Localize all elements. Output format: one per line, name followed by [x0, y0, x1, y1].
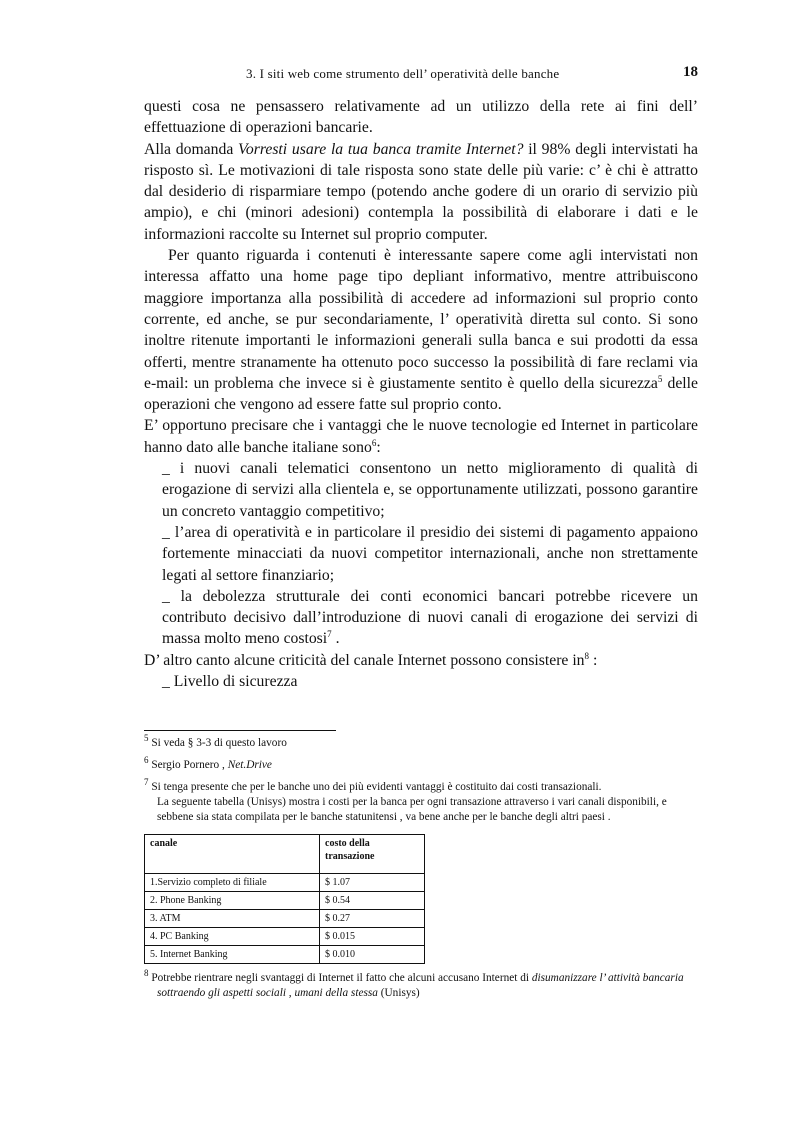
footnote-8-number: 8: [144, 968, 149, 979]
table-row: [145, 910, 425, 928]
footnote-divider: [144, 730, 336, 731]
paragraph-5: [144, 650, 698, 671]
table-cell-cost: $ 0.54: [320, 892, 425, 910]
paragraph-5-rest: :: [589, 651, 598, 669]
table-row: [145, 874, 425, 892]
paragraph-4-rest: :: [376, 438, 381, 456]
survey-question: Vorresti usare la tua banca tramite Internet?: [238, 140, 524, 158]
bullet-item-1: _ i nuovi canali telematici consentono un netto miglioramento di qualità di erogazione di servizi alla clientela e, se opportunamente utilizzati, possono garantire un concreto vantaggio competitivo;: [162, 460, 698, 520]
table-cell-channel: 4. PC Banking: [145, 928, 320, 946]
bullet-item-3: [144, 586, 698, 650]
footnote-7: [144, 777, 704, 964]
footnote-ref-5: 5: [657, 373, 663, 384]
running-header: [146, 62, 698, 84]
table-cell-cost: $ 0.27: [320, 910, 425, 928]
footnote-5: [144, 733, 704, 751]
footnote-8-text: Potrebbe rientrare negli svantaggi di Internet il fatto che alcuni accusano Internet di: [148, 972, 532, 984]
table-cell-cost: $ 1.07: [320, 874, 425, 892]
column-header-channel: canale: [145, 835, 320, 874]
transaction-cost-table: [144, 834, 425, 964]
table-row: [145, 928, 425, 946]
footnote-6-text: Sergio Pornero ,: [148, 759, 228, 771]
paragraph-2-rest: il 98% degli intervistati ha risposto sì. Le motivazioni di tale risposta sono state delle più varie: c’ è chi è attratto dal desiderio di risparmiare tempo (potendo anche godere di un orario di servizio più ampio), e chi (minori adesioni) contempla la possibilità di elaborare i dati e le informazioni raccolte su Internet sul proprio computer.: [144, 140, 698, 243]
table-header-row: [145, 835, 425, 874]
footnote-7-line-1: Si tenga presente che per le banche uno dei più evidenti vantaggi è costituito dai costi transazionali.: [148, 781, 602, 793]
footnote-5-number: 5: [144, 733, 149, 744]
bullet-item-4: _ Livello di sicurezza: [162, 673, 298, 691]
paragraph-5-lead: D’ altro canto alcune criticità del canale Internet possono consistere in: [144, 651, 585, 669]
bullet-item-2: _ l’area di operatività e in particolare il presidio dei sistemi di pagamento appaiono fortemente minacciati da nuovi competitor internazionali, anche non strettamente legati al settore finanziario;: [162, 523, 698, 584]
footnote-6: [144, 755, 704, 773]
footnote-8-source: (Unisys): [377, 987, 420, 999]
table-cell-channel: 1.Servizio completo di filiale: [145, 874, 320, 892]
table-cell-channel: 5. Internet Banking: [145, 946, 320, 964]
paragraph-3-rest: delle operazioni che vengono ad essere fatte sul proprio conto.: [144, 374, 698, 414]
table-cell-channel: 3. ATM: [145, 910, 320, 928]
footnote-6-number: 6: [144, 755, 149, 766]
paragraph-1: questi cosa ne pensassero relativamente ad un utilizzo della rete ai fini dell’ effettuazione di operazioni bancarie.: [144, 98, 698, 137]
footnote-8: [144, 968, 704, 1001]
footnote-8-quote: disumanizzare l’ attività bancaria sottraendo gli aspetti sociali , umani della stessa: [157, 972, 684, 999]
table-row: [145, 946, 425, 964]
paragraph-3: [144, 245, 698, 415]
footnote-7-number: 7: [144, 777, 149, 788]
paragraph-2-lead: Alla domanda: [144, 140, 239, 158]
table-cell-cost: $ 0.015: [320, 928, 425, 946]
footnote-8-body: [144, 968, 704, 1001]
bullet-item-3-end: .: [331, 630, 340, 648]
page-number: 18: [683, 64, 698, 80]
paragraph-3-lead: Per quanto riguarda i contenuti è interessante sapere come agli intervistati non interessa affatto una home page tipo depliant informativo, mentre attribuiscono maggiore importanza alla possibilità di accedere ad informazioni sul proprio conto corrente, ed anche, se pur secondariamente, l’ operatività diretta sul conto. Si sono inoltre ritenute importanti le informazioni generali sulla banca e sui prodotti da essa offerti, mentre stranamente ha ottenuto poco successo la possibilità di fare reclami via e-mail: un problema che invece si è giustamente sentito è quello della sicurezza: [144, 247, 698, 392]
table-row: [145, 892, 425, 910]
footnote-ref-7: 7: [327, 629, 332, 640]
footnote-7-body: La seguente tabella (Unisys) mostra i costi per la banca per ogni transazione attraverso i vari canali disponibili, e sebbene sia stata compilata per le banche statunitensi , va bene anche per le banche degli altri paesi .: [157, 796, 667, 823]
footnote-5-text: Si veda § 3-3 di questo lavoro: [148, 737, 287, 749]
footnotes: [144, 733, 704, 1008]
bullet-item-3-text: _ la debolezza strutturale dei conti economici bancari potrebbe ricevere un contributo decisivo dall’introduzione di nuovi canali di erogazione dei servizi di massa molto meno costosi: [162, 587, 698, 648]
table-cell-channel: 2. Phone Banking: [145, 892, 320, 910]
header-title: 3. I siti web come strumento dell’ operatività delle banche: [246, 66, 560, 81]
table-cell-cost: $ 0.010: [320, 946, 425, 964]
main-text: [144, 96, 698, 692]
footnote-ref-8: 8: [584, 650, 590, 661]
paragraph-4: [144, 415, 698, 458]
paragraph-2: [144, 139, 698, 245]
column-header-cost: costo della transazione: [320, 835, 425, 874]
paragraph-4-lead: E’ opportuno precisare che i vantaggi che le nuove tecnologie ed Internet in particolare hanno dato alle banche italiane sono: [144, 417, 698, 456]
footnote-6-source: Net.Drive: [227, 759, 272, 771]
footnote-ref-6: 6: [371, 437, 377, 448]
